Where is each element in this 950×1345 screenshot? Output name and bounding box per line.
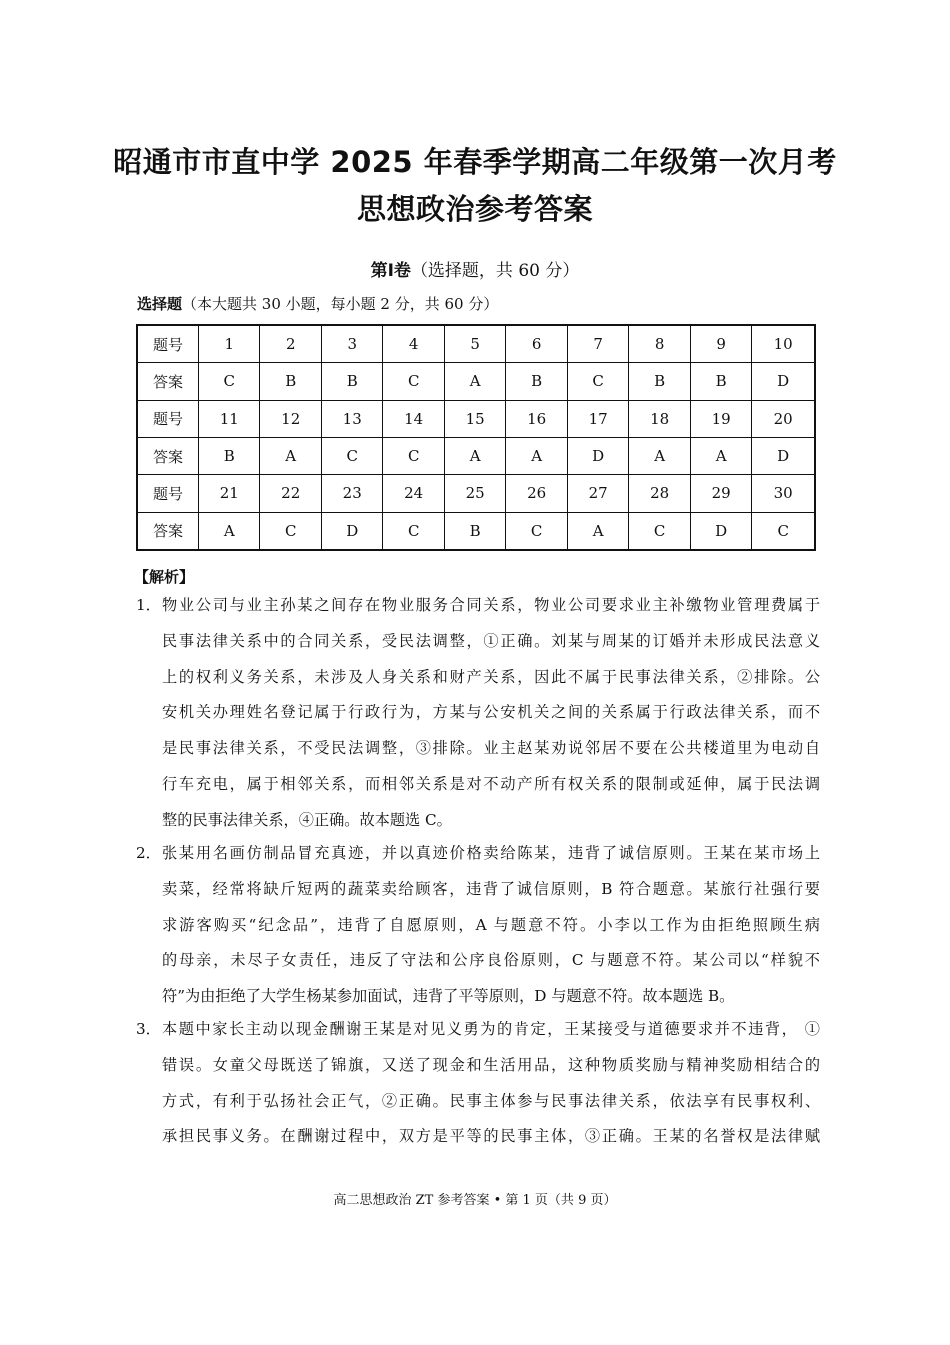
answer-cell: A: [199, 512, 260, 550]
row-label-answer: 答案: [137, 437, 199, 474]
answer-cell: D: [752, 437, 815, 474]
answer-cell: A: [444, 437, 505, 474]
answer-cell: D: [567, 437, 628, 474]
answer-cell: D: [690, 512, 751, 550]
answer-cell: B: [199, 437, 260, 474]
item-text-line: 求游客购买“纪念品”，违背了自愿原则，A 与题意不符。小李以工作为由拒绝照顾生病: [162, 915, 820, 934]
question-number-cell: 4: [383, 325, 444, 363]
question-type-note: （本大题共 30 小题，每小题 2 分，共 60 分）: [182, 295, 499, 313]
answer-cell: D: [752, 363, 815, 400]
question-number-cell: 29: [690, 475, 751, 512]
question-number-cell: 8: [629, 325, 690, 363]
item-text-line: 符”为由拒绝了大学生杨某参加面试，违背了平等原则，D 与题意不符。故本题选 B。: [162, 987, 735, 1006]
item-number: 3．: [136, 1020, 161, 1038]
answer-cell: A: [260, 437, 321, 474]
question-number-cell: 12: [260, 400, 321, 437]
answer-row: [137, 512, 815, 550]
item-text-line: 方式，有利于弘扬社会正气，②正确。民事主体参与民事法律关系，依法享有民事权利、: [162, 1091, 820, 1110]
question-number-cell: 7: [567, 325, 628, 363]
question-number-cell: 10: [752, 325, 815, 363]
answer-cell: B: [444, 512, 505, 550]
answer-cell: C: [383, 437, 444, 474]
item-text-line: 卖菜，经常将缺斤短两的蔬菜卖给顾客，违背了诚信原则，B 符合题意。某旅行社强行要: [162, 879, 820, 898]
page-footer: 高二思想政治 ZT 参考答案 • 第 1 页（共 9 页）: [333, 1193, 617, 1208]
question-number-cell: 28: [629, 475, 690, 512]
answer-cell: B: [321, 363, 382, 400]
item-number: 2．: [136, 844, 161, 862]
analysis-item-2: [136, 836, 820, 1015]
answer-cell: C: [383, 363, 444, 400]
section-title-note: （选择题，共 60 分）: [410, 261, 580, 281]
question-number-cell: 17: [567, 400, 628, 437]
question-number-cell: 15: [444, 400, 505, 437]
question-number-cell: 3: [321, 325, 382, 363]
question-type-heading: [137, 293, 498, 314]
question-number-cell: 16: [506, 400, 567, 437]
answer-cell: C: [629, 512, 690, 550]
question-number-cell: 27: [567, 475, 628, 512]
answer-row: [137, 437, 815, 474]
item-text-line: 安机关办理姓名登记属于行政行为，方某与公安机关之间的关系属于行政法律关系，而不: [162, 703, 820, 722]
question-number-row: [137, 475, 815, 512]
question-number-cell: 2: [260, 325, 321, 363]
question-number-cell: 19: [690, 400, 751, 437]
answer-cell: C: [321, 437, 382, 474]
item-text-line: 张某用名画仿制品冒充真迹，并以真迹价格卖给陈某，违背了诚信原则。王某在某市场上: [162, 844, 820, 862]
answer-cell: C: [506, 512, 567, 550]
item-number: 1．: [136, 596, 161, 614]
document-subtitle: 思想政治参考答案: [356, 192, 593, 226]
question-number-cell: 11: [199, 400, 260, 437]
answer-cell: D: [321, 512, 382, 550]
question-number-cell: 23: [321, 475, 382, 512]
row-label-question: 题号: [137, 475, 199, 512]
question-number-cell: 30: [752, 475, 815, 512]
answer-cell: A: [567, 512, 628, 550]
answer-cell: A: [629, 437, 690, 474]
question-number-cell: 25: [444, 475, 505, 512]
item-text-line: 承担民事义务。在酬谢过程中，双方是平等的民事主体，③正确。王某的名誉权是法律赋: [162, 1127, 820, 1146]
question-number-cell: 1: [199, 325, 260, 363]
row-label-question: 题号: [137, 325, 199, 363]
answer-cell: A: [444, 363, 505, 400]
answer-cell: B: [690, 363, 751, 400]
question-number-cell: 6: [506, 325, 567, 363]
answer-cell: A: [690, 437, 751, 474]
question-number-cell: 20: [752, 400, 815, 437]
row-label-answer: 答案: [137, 512, 199, 550]
answer-cell: C: [383, 512, 444, 550]
item-text-line: 上的权利义务关系，未涉及人身关系和财产关系，因此不属于民事法律关系，②排除。公: [162, 667, 820, 686]
question-number-cell: 24: [383, 475, 444, 512]
row-label-question: 题号: [137, 400, 199, 437]
item-text-line: 是民事法律关系，不受民法调整，③排除。业主赵某劝说邻居不要在公共楼道里为电动自: [162, 739, 820, 758]
item-text-line: 本题中家长主动以现金酬谢王某是对见义勇为的肯定，王某接受与道德要求并不违背， ①: [162, 1020, 820, 1038]
analysis-item-3: [136, 1012, 820, 1155]
section-title: [0, 256, 950, 281]
analysis-heading: 【解析】: [134, 568, 195, 586]
item-text-line: 整的民事法律关系，④正确。故本题选 C。: [162, 810, 452, 829]
item-text-line: 物业公司与业主孙某之间存在物业服务合同关系，物业公司要求业主补缴物业管理费属于: [162, 596, 820, 614]
question-number-cell: 22: [260, 475, 321, 512]
answer-cell: C: [567, 363, 628, 400]
answer-cell: B: [629, 363, 690, 400]
question-type-label: 选择题: [137, 295, 183, 313]
question-number-cell: 21: [199, 475, 260, 512]
answer-cell: C: [752, 512, 815, 550]
question-number-cell: 9: [690, 325, 751, 363]
answer-cell: C: [199, 363, 260, 400]
answer-cell: B: [260, 363, 321, 400]
question-number-cell: 18: [629, 400, 690, 437]
analysis-item-1: [136, 588, 820, 839]
row-label-answer: 答案: [137, 363, 199, 400]
item-text-line: 的母亲，未尽子女责任，违反了守法和公序良俗原则，C 与题意不符。某公司以“样貌不: [162, 951, 820, 970]
answer-table: [136, 324, 816, 551]
question-number-cell: 13: [321, 400, 382, 437]
document-title: 昭通市市直中学 2025 年春季学期高二年级第一次月考: [113, 145, 837, 179]
item-text-line: 民事法律关系中的合同关系，受民法调整，①正确。刘某与周某的订婚并未形成民法意义: [162, 631, 820, 650]
question-number-cell: 5: [444, 325, 505, 363]
question-number-row: [137, 325, 815, 363]
answer-cell: C: [260, 512, 321, 550]
answer-cell: A: [506, 437, 567, 474]
question-number-cell: 14: [383, 400, 444, 437]
item-text-line: 行车充电，属于相邻关系，而相邻关系是对不动产所有权关系的限制或延伸，属于民法调: [162, 774, 820, 793]
answer-cell: B: [506, 363, 567, 400]
item-text-line: 错误。女童父母既送了锦旗，又送了现金和生活用品，这种物质奖励与精神奖励相结合的: [162, 1055, 820, 1074]
question-number-cell: 26: [506, 475, 567, 512]
answer-row: [137, 363, 815, 400]
question-number-row: [137, 400, 815, 437]
section-title-label: 第Ⅰ卷: [370, 261, 411, 281]
